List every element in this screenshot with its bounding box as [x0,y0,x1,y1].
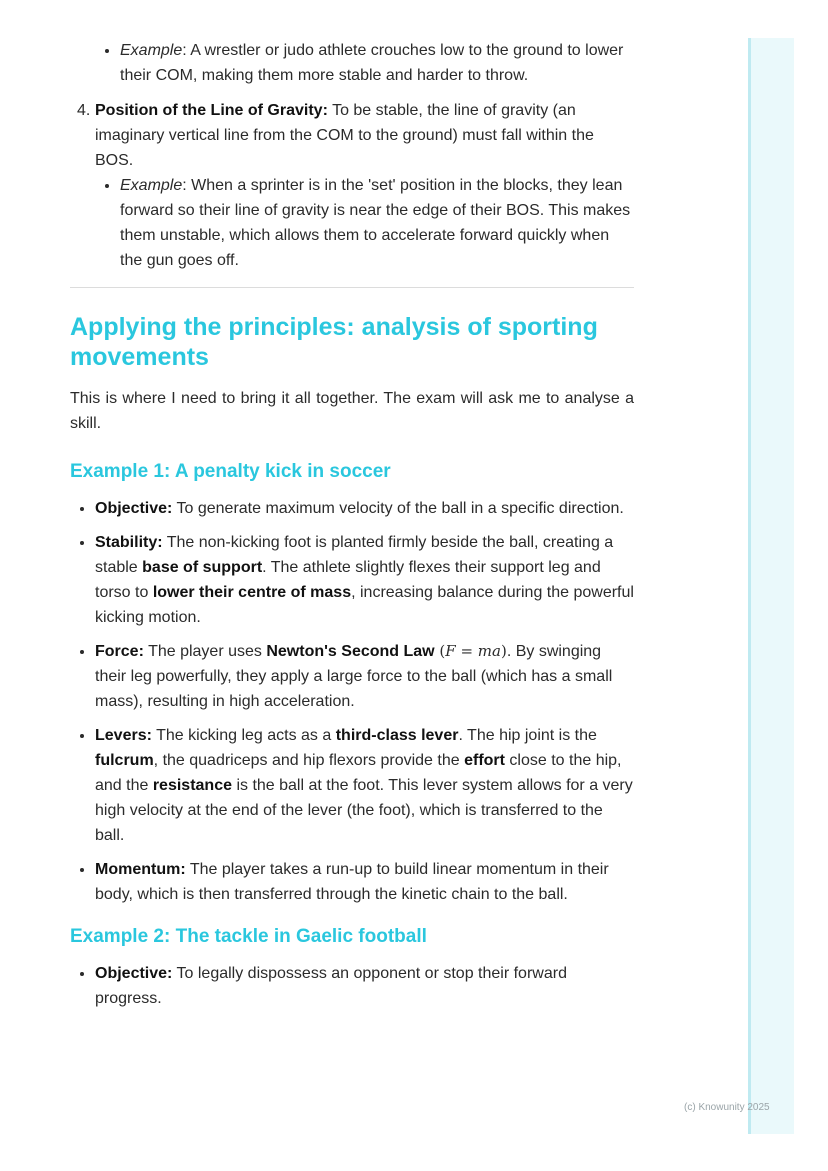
section-intro: This is where I need to bring it all together. The exam will ask me to analyse a skill. [70,390,634,432]
list-item-objective: • Objective: To generate maximum velocity of the ball in a specific direction. [95,496,634,521]
principle-4: 4. Position of the Line of Gravity: To be stable, the line of gravity (an imaginary vertical line from the COM to the ground) must fall within the BOS. • Example: When a sprinter is in the 'set' position in the blocks, they lean forward so their line of gravity is near the edge of their BOS. This makes them unstable, which allows them to accelerate forward quickly when the gun goes off. [70,98,634,273]
copyright-footer: (c) Knowunity 2025 [684,1102,770,1113]
example-2-heading: Example 2: The tackle in Gaelic football [70,926,427,947]
section-divider [70,287,634,288]
list-item-levers: • Levers: The kicking leg acts as a third-class lever. The hip joint is the fulcrum, the quadriceps and hip flexors provide the effort close to the hip, and the resistance is the ball at the foot. This lever system allows for a very high velocity at the end of the lever (the foot), which is transferred to the ball. [95,723,634,848]
list-item-objective: • Objective: To legally dispossess an opponent or stop their forward progress. [95,961,634,1011]
example-2-list [70,961,634,1011]
list-number: 4. [77,102,91,119]
formula: (F = ma) [434,642,507,660]
list-item-force: • Force: The player uses Newton's Second Law (F = ma). By swinging their leg powerfully, they apply a large force to the ball (which has a small mass), resulting in high acceleration. [95,639,634,714]
document-content [70,38,634,1020]
side-margin-band [748,38,794,1134]
example-1-list [70,496,634,907]
list-item: • Example: A wrestler or judo athlete crouches low to the ground to lower their COM, making them more stable and harder to throw. [120,38,634,88]
example-1-heading: Example 1: A penalty kick in soccer [70,461,391,482]
principle-4-examples [95,173,634,273]
list-item: • Example: When a sprinter is in the 'set' position in the blocks, they lean forward so their line of gravity is near the edge of their BOS. This makes them unstable, which allows them to accelerate forward quickly when the gun goes off. [120,173,634,273]
continued-example-list [70,38,634,88]
list-item-stability: • Stability: The non-kicking foot is planted firmly beside the ball, creating a stable base of support. The athlete slightly flexes their support leg and torso to lower their centre of mass, increasing balance during the powerful kicking motion. [95,530,634,630]
section-heading: Applying the principles: analysis of sporting movements [70,313,598,371]
principle-title: Position of the Line of Gravity: [95,102,328,119]
list-item-momentum: • Momentum: The player takes a run-up to build linear momentum in their body, which is then transferred through the kinetic chain to the ball. [95,857,634,907]
